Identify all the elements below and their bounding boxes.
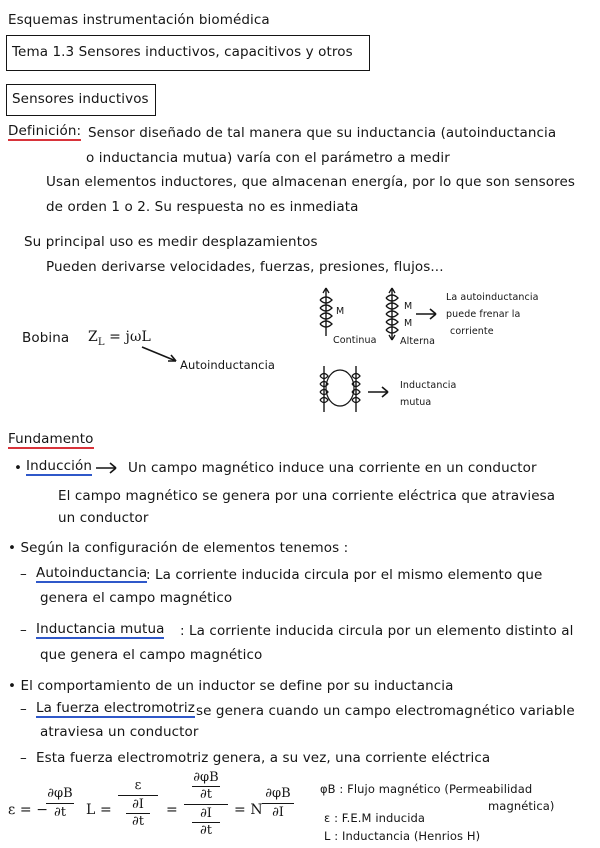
document-title: Esquemas instrumentación biomédica: [8, 12, 270, 28]
dash-fem-2: –: [20, 750, 27, 766]
n-den: ∂I: [272, 805, 284, 820]
campo-line-2: un conductor: [58, 510, 149, 526]
coil-continua-icon: [312, 288, 352, 338]
fem-term: La fuerza electromotriz: [36, 700, 195, 716]
eps-den: ∂t: [54, 805, 66, 820]
coil-m-label-2: M: [404, 301, 413, 312]
n-num: ∂φB: [265, 786, 291, 801]
r-num-den: ∂t: [200, 787, 212, 802]
fem-text-1: se genera cuando un campo electromagnético variable: [196, 703, 575, 719]
L-bar: [118, 795, 158, 796]
eps-bar: [46, 803, 74, 804]
config-line: • Según la configuración de elementos tenemos :: [8, 540, 349, 556]
mutua-note-1: Inductancia: [400, 380, 457, 391]
formula-L-frac: [118, 778, 158, 830]
mutua-text-2: que genera el campo magnético: [40, 647, 263, 663]
config-text: Según la configuración de elementos tenemos :: [20, 540, 349, 556]
continua-label: Continua: [333, 335, 377, 346]
autoinductancia-label: Autoinductancia: [180, 358, 276, 372]
formula-eps: ε = −: [8, 802, 49, 818]
alterna-arrow: [414, 308, 440, 320]
L-num: ε: [134, 778, 142, 793]
inductancia-mutua-term: Inductancia mutua: [36, 621, 165, 637]
bobina-rhs: = jωL: [109, 329, 151, 345]
definition-line-3: Usan elementos inductores, que almacenan energía, por lo que son sensores: [46, 174, 576, 190]
bobina-z: Z: [88, 329, 98, 345]
comport-line: • El comportamiento de un inductor se define por su inductancia: [8, 678, 454, 694]
bobina-sub: L: [97, 336, 105, 348]
auto-text-2: genera el campo magnético: [40, 590, 233, 606]
legend-L: L : Inductancia (Henrios H): [324, 829, 481, 843]
note-line-3: corriente: [450, 326, 494, 337]
dash-fem: –: [20, 701, 27, 717]
fem-text-2: atraviesa un conductor: [40, 724, 199, 740]
section-heading: Sensores inductivos: [12, 91, 149, 107]
induccion-text: Un campo magnético induce una corriente en un conductor: [128, 460, 537, 476]
formula-eps-frac: [46, 786, 74, 821]
L-den-den: ∂t: [132, 814, 144, 829]
bullet-induccion: •: [14, 460, 23, 476]
formula-n-frac: [262, 786, 294, 821]
n-bar: [262, 803, 294, 804]
r-den-num: ∂I: [200, 806, 212, 821]
autoinductancia-arrow: [140, 345, 180, 365]
coil-m-label-1: M: [336, 306, 345, 317]
L-den-num: ∂I: [132, 797, 144, 812]
definition-line-1: Sensor diseñado de tal manera que su inductancia (autoinductancia: [88, 125, 557, 141]
fundamento-heading: Fundamento: [8, 431, 94, 447]
legend-phi-2: magnética): [488, 799, 555, 813]
uso-line-2: Pueden derivarse velocidades, fuerzas, presiones, flujos...: [46, 259, 444, 275]
campo-line-1: El campo magnético se genera por una corriente eléctrica que atraviesa: [58, 488, 556, 504]
r-num-num: ∂φB: [193, 770, 219, 785]
auto-text-1: : La corriente inducida circula por el mismo elemento que: [146, 567, 543, 583]
legend-phi: φB : Flujo magnético (Permeabilidad: [320, 782, 533, 796]
definition-line-4: de orden 1 o 2. Su respuesta no es inmediata: [46, 199, 359, 215]
dash-auto: –: [20, 566, 27, 582]
formula-L: L =: [86, 802, 112, 818]
formula-eqN: = N: [234, 802, 263, 818]
r-den-den: ∂t: [200, 823, 212, 838]
eps-num: ∂φB: [47, 786, 73, 801]
r-bar: [184, 804, 228, 805]
induccion-arrow: [94, 462, 120, 474]
induccion-label: Inducción: [26, 458, 92, 474]
definition-label: Definición:: [8, 123, 82, 139]
legend-eps: ε : F.E.M inducida: [324, 811, 426, 825]
uso-line-1: Su principal uso es medir desplazamientos: [24, 234, 318, 250]
mutua-text-1: : La corriente inducida circula por un elemento distinto al: [180, 623, 574, 639]
comport-text: El comportamiento de un inductor se define por su inductancia: [20, 678, 454, 694]
formula-eq2: =: [166, 802, 178, 818]
formula-r-frac: [184, 770, 228, 839]
note-line-2: puede frenar la: [446, 309, 521, 320]
bobina-label: Bobina: [22, 330, 70, 346]
note-line-1: La autoinductancia: [446, 292, 539, 303]
mutua-note-2: mutua: [400, 397, 432, 408]
definition-line-2: o inductancia mutua) varía con el parámetro a medir: [86, 150, 450, 166]
mutua-arrow: [366, 386, 392, 398]
coil-m-label-3: M: [404, 318, 413, 329]
fem-line-3: Esta fuerza electromotriz genera, a su vez, una corriente eléctrica: [36, 750, 491, 766]
alterna-label: Alterna: [400, 336, 435, 347]
dash-mutua: –: [20, 622, 27, 638]
topic-title: Tema 1.3 Sensores inductivos, capacitivos y otros: [12, 44, 353, 60]
autoinductancia-term: Autoinductancia: [36, 565, 148, 581]
